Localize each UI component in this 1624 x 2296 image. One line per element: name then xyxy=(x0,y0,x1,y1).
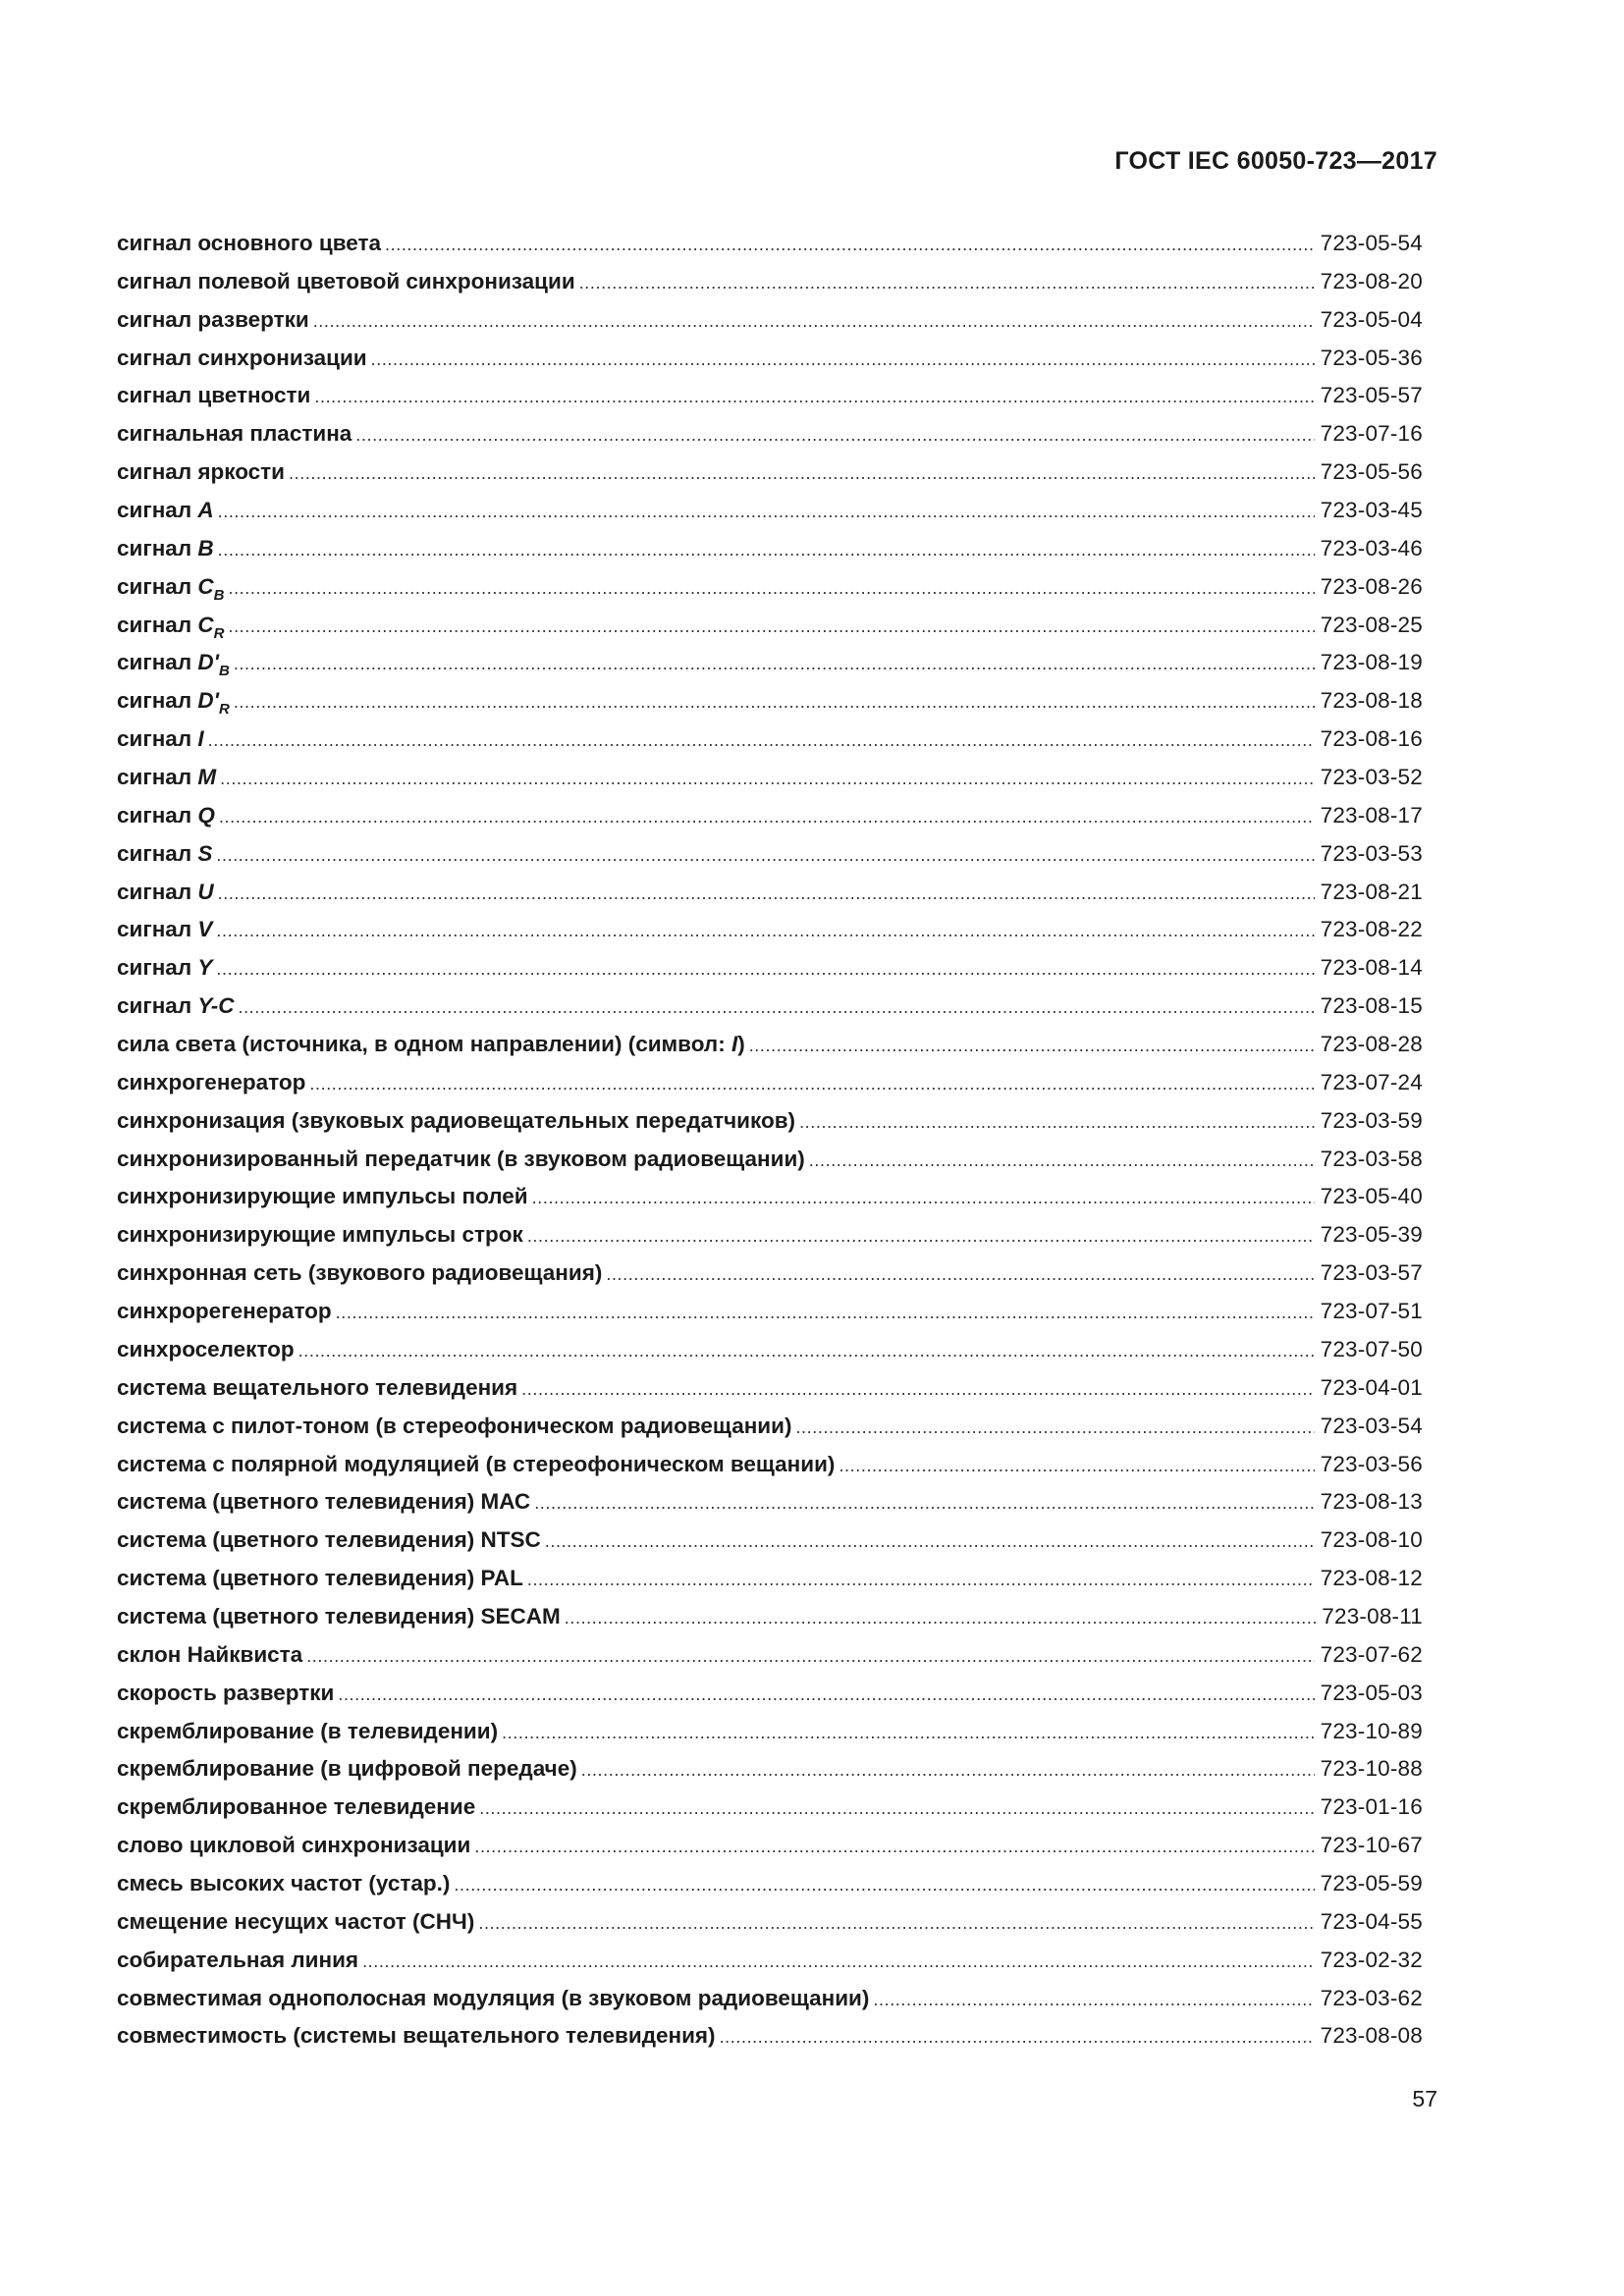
term-symbol: M xyxy=(197,765,217,790)
term-text: сигнал развертки xyxy=(117,306,309,332)
term-index-list xyxy=(117,225,1423,2056)
term-reference-number: 723-08-12 xyxy=(1320,1566,1423,1591)
dot-leader xyxy=(216,912,1314,950)
dot-leader xyxy=(218,531,1315,569)
term-reference-number: 723-08-22 xyxy=(1320,917,1423,942)
term-reference-number: 723-03-53 xyxy=(1320,840,1423,866)
index-term xyxy=(117,1026,745,1064)
index-term xyxy=(117,1446,835,1484)
dot-leader xyxy=(216,836,1314,875)
term-symbol: V xyxy=(197,917,213,942)
dot-leader xyxy=(371,341,1315,379)
term-text: сигнал цветности xyxy=(117,383,311,408)
term-reference-number: 723-10-88 xyxy=(1320,1756,1423,1782)
index-term xyxy=(117,1675,334,1713)
term-text: сигнал xyxy=(117,879,198,904)
dot-leader xyxy=(521,1370,1314,1409)
index-entry xyxy=(117,377,1423,415)
term-reference-number: 723-08-18 xyxy=(1320,688,1423,714)
dot-leader xyxy=(478,1904,1314,1943)
term-text: сигнал основного цвета xyxy=(117,231,382,255)
index-term xyxy=(117,1903,474,1942)
term-text: сигнал xyxy=(117,726,198,752)
dot-leader xyxy=(579,264,1315,302)
term-reference-number: 723-08-26 xyxy=(1320,573,1423,599)
term-reference-number: 723-08-11 xyxy=(1322,1603,1423,1629)
term-symbol: Y-C xyxy=(197,993,235,1019)
dot-leader xyxy=(502,1714,1315,1752)
term-reference-number: 723-03-57 xyxy=(1320,1260,1423,1286)
index-entry xyxy=(117,1446,1423,1484)
dot-leader xyxy=(809,1142,1315,1180)
index-term xyxy=(117,2017,716,2056)
term-reference-number: 723-08-15 xyxy=(1320,993,1423,1019)
dot-leader xyxy=(338,1676,1314,1714)
index-entry xyxy=(117,835,1423,874)
index-term xyxy=(117,911,212,949)
index-term xyxy=(117,530,214,568)
dot-leader xyxy=(479,1789,1314,1828)
index-term xyxy=(117,1178,528,1216)
dot-leader xyxy=(306,1637,1314,1676)
index-entry xyxy=(117,1750,1423,1789)
term-text: сигнал xyxy=(117,917,198,942)
term-text: сигнал xyxy=(117,688,198,714)
dot-leader xyxy=(795,1409,1314,1447)
term-text: сигнал xyxy=(117,535,198,561)
index-entry xyxy=(117,263,1423,301)
index-term xyxy=(117,1789,475,1827)
term-reference-number: 723-03-46 xyxy=(1320,535,1423,561)
index-entry xyxy=(117,530,1423,568)
term-text: система (цветного телевидения) PAL xyxy=(117,1566,523,1591)
term-symbol: S xyxy=(197,840,213,866)
term-text: сигнальная пластина xyxy=(117,421,352,447)
index-term xyxy=(117,225,381,263)
term-reference-number: 723-08-17 xyxy=(1320,802,1423,828)
dot-leader xyxy=(527,1217,1315,1255)
index-entry xyxy=(117,1178,1423,1216)
index-term xyxy=(117,1483,530,1522)
index-entry xyxy=(117,1789,1423,1827)
term-reference-number: 723-08-13 xyxy=(1320,1489,1423,1515)
term-text: сигнал xyxy=(117,573,198,599)
term-reference-number: 723-04-55 xyxy=(1320,1908,1423,1934)
term-text: скремблирование (в цифровой передаче) xyxy=(117,1756,577,1782)
index-term xyxy=(117,1293,332,1331)
index-entry xyxy=(117,1675,1423,1713)
index-entry xyxy=(117,492,1423,530)
term-reference-number: 723-03-45 xyxy=(1320,498,1423,523)
term-text: синхронизирующие импульсы строк xyxy=(117,1222,523,1248)
term-text: сигнал xyxy=(117,802,198,828)
term-subscript: R xyxy=(213,624,225,642)
index-term xyxy=(117,568,224,607)
term-text: сигнал яркости xyxy=(117,459,286,485)
index-entry xyxy=(117,797,1423,835)
index-entry xyxy=(117,1827,1423,1865)
index-term xyxy=(117,1942,358,1980)
term-text: сигнал xyxy=(117,840,198,866)
term-reference-number: 723-05-54 xyxy=(1320,231,1423,255)
index-term xyxy=(117,1522,541,1560)
index-entry xyxy=(117,759,1423,797)
index-term xyxy=(117,263,575,301)
term-reference-number: 723-10-67 xyxy=(1320,1833,1423,1858)
dot-leader xyxy=(606,1255,1314,1294)
dot-leader xyxy=(720,2018,1315,2056)
term-reference-number: 723-08-25 xyxy=(1320,612,1423,637)
index-entry xyxy=(117,2017,1423,2056)
index-entry xyxy=(117,340,1423,378)
term-text: склон Найквиста xyxy=(117,1641,303,1667)
term-symbol: A xyxy=(197,498,214,523)
index-entry xyxy=(117,1980,1423,2018)
index-term xyxy=(117,644,230,682)
dot-leader xyxy=(749,1027,1315,1065)
term-text: система (цветного телевидения) SECAM xyxy=(117,1603,561,1629)
index-entry xyxy=(117,1903,1423,1942)
dot-leader xyxy=(565,1599,1317,1637)
dot-leader xyxy=(220,760,1314,798)
index-entry xyxy=(117,454,1423,492)
term-symbol: I xyxy=(197,726,204,752)
term-reference-number: 723-03-52 xyxy=(1320,765,1423,790)
index-term xyxy=(117,759,216,797)
dot-leader xyxy=(218,875,1315,913)
term-text: собирательная линия xyxy=(117,1947,359,1972)
index-term xyxy=(117,377,310,415)
index-entry xyxy=(117,1026,1423,1064)
index-entry xyxy=(117,1598,1423,1636)
term-reference-number: 723-05-04 xyxy=(1320,306,1423,332)
index-entry xyxy=(117,225,1423,263)
index-entry xyxy=(117,874,1423,912)
index-term xyxy=(117,1827,470,1865)
index-term xyxy=(117,1331,295,1369)
term-reference-number: 723-03-59 xyxy=(1320,1107,1423,1133)
term-text: синхрогенератор xyxy=(117,1069,306,1095)
index-term xyxy=(117,492,214,530)
index-entry xyxy=(117,1713,1423,1751)
term-reference-number: 723-07-16 xyxy=(1320,421,1423,447)
dot-leader xyxy=(545,1522,1315,1561)
index-term xyxy=(117,301,309,340)
term-symbol: C xyxy=(197,612,214,637)
index-entry xyxy=(117,301,1423,340)
dot-leader xyxy=(355,416,1314,454)
index-term xyxy=(117,1255,602,1293)
dot-leader xyxy=(532,1179,1315,1217)
term-subscript: R xyxy=(218,701,230,719)
term-reference-number: 723-03-62 xyxy=(1320,1985,1423,2010)
index-entry xyxy=(117,1636,1423,1675)
document-header: ГОСТ IEC 60050-723—2017 xyxy=(1114,147,1437,175)
term-reference-number: 723-07-51 xyxy=(1320,1299,1423,1324)
term-text: сигнал xyxy=(117,765,198,790)
index-term xyxy=(117,797,215,835)
term-subscript: B xyxy=(213,586,225,604)
index-entry xyxy=(117,1216,1423,1255)
term-text: сигнал xyxy=(117,612,198,637)
index-term xyxy=(117,340,367,378)
index-term xyxy=(117,1216,523,1255)
term-reference-number: 723-07-50 xyxy=(1320,1336,1423,1362)
dot-leader xyxy=(799,1103,1315,1142)
dot-leader xyxy=(527,1561,1315,1599)
term-text: сигнал xyxy=(117,955,198,981)
dot-leader xyxy=(219,798,1315,836)
index-term xyxy=(117,874,214,912)
dot-leader xyxy=(238,988,1314,1027)
dot-leader xyxy=(314,378,1314,416)
term-text: синхронизация (звуковых радиовещательных передатчиков) xyxy=(117,1107,796,1133)
dot-leader xyxy=(839,1447,1314,1485)
term-text: скорость развертки xyxy=(117,1680,335,1705)
term-text: синхронизирующие импульсы полей xyxy=(117,1184,528,1209)
index-entry xyxy=(117,721,1423,759)
term-text: система (цветного телевидения) NTSC xyxy=(117,1527,541,1553)
index-term xyxy=(117,1713,498,1751)
index-term xyxy=(117,607,224,645)
index-term xyxy=(117,949,212,988)
term-reference-number: 723-05-40 xyxy=(1320,1184,1423,1209)
term-reference-number: 723-05-39 xyxy=(1320,1222,1423,1248)
dot-leader xyxy=(208,721,1315,760)
term-text: сигнал синхронизации xyxy=(117,345,367,370)
term-symbol: C xyxy=(197,573,214,599)
index-term xyxy=(117,682,230,721)
term-symbol: Y xyxy=(197,955,213,981)
term-text: система с полярной модуляцией (в стереофоническом вещании) xyxy=(117,1451,836,1476)
dot-leader xyxy=(873,1981,1314,2019)
term-text: сигнал полевой цветовой синхронизации xyxy=(117,268,575,294)
term-symbol: Q xyxy=(197,802,215,828)
index-entry xyxy=(117,1865,1423,1903)
term-text: синхроселектор xyxy=(117,1336,295,1362)
term-text: синхронизированный передатчик (в звуковом радиовещании) xyxy=(117,1146,805,1171)
index-term xyxy=(117,835,212,874)
term-suffix: ) xyxy=(737,1032,745,1057)
term-text: система вещательного телевидения xyxy=(117,1374,518,1400)
dot-leader xyxy=(228,569,1314,608)
term-reference-number: 723-03-54 xyxy=(1320,1413,1423,1438)
dot-leader xyxy=(362,1943,1315,1981)
term-reference-number: 723-05-03 xyxy=(1320,1680,1423,1705)
term-text: сила света (источника, в одном направлении) (символ: xyxy=(117,1032,731,1057)
dot-leader xyxy=(289,454,1315,493)
index-entry xyxy=(117,1255,1423,1293)
dot-leader xyxy=(454,1866,1314,1904)
dot-leader xyxy=(228,608,1314,646)
dot-leader xyxy=(581,1751,1315,1789)
term-reference-number: 723-08-28 xyxy=(1320,1032,1423,1057)
index-entry xyxy=(117,1141,1423,1179)
index-term xyxy=(117,1865,450,1903)
index-term xyxy=(117,415,352,454)
index-entry xyxy=(117,1369,1423,1408)
index-entry xyxy=(117,568,1423,607)
index-term xyxy=(117,1102,795,1141)
dot-leader xyxy=(218,493,1315,531)
index-entry xyxy=(117,1408,1423,1446)
term-reference-number: 723-02-32 xyxy=(1320,1947,1423,1972)
term-symbol: I xyxy=(731,1032,738,1057)
dot-leader xyxy=(234,683,1315,721)
term-symbol: U xyxy=(197,879,214,904)
index-entry xyxy=(117,644,1423,682)
dot-leader xyxy=(234,645,1315,683)
term-text: система с пилот-тоном (в стереофоническом радиовещании) xyxy=(117,1413,792,1438)
index-entry xyxy=(117,1522,1423,1560)
index-term xyxy=(117,1369,517,1408)
dot-leader xyxy=(309,1065,1314,1103)
term-reference-number: 723-10-89 xyxy=(1320,1718,1423,1743)
term-reference-number: 723-08-19 xyxy=(1320,650,1423,675)
index-entry xyxy=(117,607,1423,645)
term-text: скремблированное телевидение xyxy=(117,1794,476,1820)
index-term xyxy=(117,1408,791,1446)
dot-leader xyxy=(216,950,1314,988)
dot-leader xyxy=(534,1484,1314,1522)
index-term xyxy=(117,1636,302,1675)
index-term xyxy=(117,721,204,759)
page-number: 57 xyxy=(1412,2086,1437,2111)
term-text: синхронная сеть (звукового радиовещания) xyxy=(117,1260,603,1286)
index-entry xyxy=(117,415,1423,454)
index-entry xyxy=(117,1102,1423,1141)
index-entry xyxy=(117,1942,1423,1980)
term-symbol: D' xyxy=(197,688,219,714)
term-symbol: D' xyxy=(197,650,219,675)
term-text: система (цветного телевидения) МАС xyxy=(117,1489,531,1515)
term-text: смещение несущих частот (СНЧ) xyxy=(117,1908,475,1934)
term-reference-number: 723-08-20 xyxy=(1320,268,1423,294)
index-entry xyxy=(117,911,1423,949)
term-reference-number: 723-03-56 xyxy=(1320,1451,1423,1476)
index-entry xyxy=(117,1064,1423,1102)
index-entry xyxy=(117,949,1423,988)
term-reference-number: 723-05-59 xyxy=(1320,1870,1423,1896)
index-term xyxy=(117,1064,305,1102)
index-term xyxy=(117,1141,805,1179)
term-reference-number: 723-03-58 xyxy=(1320,1146,1423,1171)
dot-leader xyxy=(336,1294,1315,1332)
dot-leader xyxy=(385,226,1315,264)
term-reference-number: 723-04-01 xyxy=(1320,1374,1423,1400)
dot-leader xyxy=(298,1332,1315,1370)
dot-leader xyxy=(474,1828,1314,1866)
index-entry xyxy=(117,988,1423,1026)
index-entry xyxy=(117,1560,1423,1598)
term-text: слово цикловой синхронизации xyxy=(117,1833,471,1858)
term-text: скремблирование (в телевидении) xyxy=(117,1718,499,1743)
term-text: совместимость (системы вещательного телевидения) xyxy=(117,2023,716,2049)
index-term xyxy=(117,988,234,1026)
term-text: сигнал xyxy=(117,650,198,675)
term-reference-number: 723-08-08 xyxy=(1320,2023,1423,2049)
term-reference-number: 723-08-21 xyxy=(1320,879,1423,904)
term-reference-number: 723-08-10 xyxy=(1320,1527,1423,1553)
term-text: совместимая однополосная модуляция (в звуковом радиовещании) xyxy=(117,1985,870,2010)
index-entry xyxy=(117,682,1423,721)
term-text: смесь высоких частот (устар.) xyxy=(117,1870,451,1896)
term-reference-number: 723-08-16 xyxy=(1320,726,1423,752)
index-entry xyxy=(117,1293,1423,1331)
index-term xyxy=(117,454,285,492)
term-reference-number: 723-07-62 xyxy=(1320,1641,1423,1667)
index-term xyxy=(117,1980,869,2018)
index-term xyxy=(117,1750,577,1789)
term-text: сигнал xyxy=(117,498,198,523)
term-reference-number: 723-08-14 xyxy=(1320,955,1423,981)
term-symbol: B xyxy=(197,535,214,561)
term-subscript: B xyxy=(218,663,230,680)
index-entry xyxy=(117,1483,1423,1522)
term-reference-number: 723-05-36 xyxy=(1320,345,1423,370)
index-entry xyxy=(117,1331,1423,1369)
term-reference-number: 723-05-57 xyxy=(1320,383,1423,408)
term-reference-number: 723-01-16 xyxy=(1320,1794,1423,1820)
index-term xyxy=(117,1560,523,1598)
dot-leader xyxy=(313,302,1315,341)
index-term xyxy=(117,1598,561,1636)
term-reference-number: 723-07-24 xyxy=(1320,1069,1423,1095)
term-reference-number: 723-05-56 xyxy=(1320,459,1423,485)
term-text: сигнал xyxy=(117,993,198,1019)
term-text: синхрорегенератор xyxy=(117,1299,332,1324)
